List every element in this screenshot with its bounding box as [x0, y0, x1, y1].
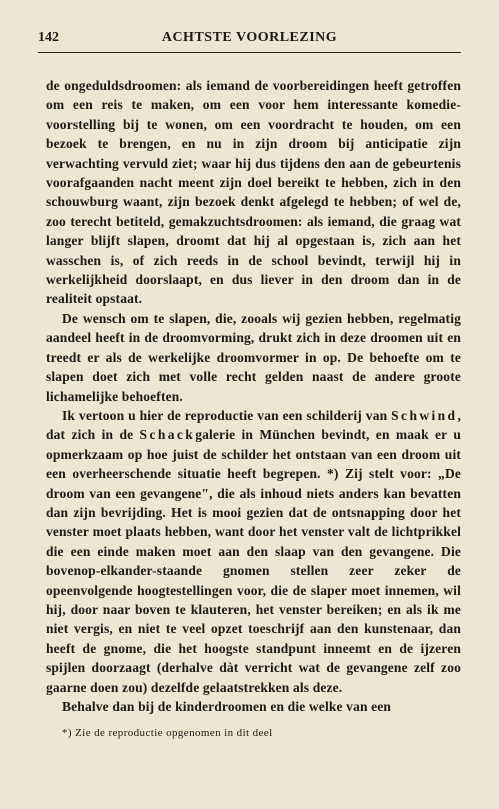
- page-number: 142: [38, 30, 59, 45]
- paragraph-4: Behalve dan bij de kinderdroomen en die welke van een: [62, 699, 392, 714]
- footnote: *) Zie de reproductie opgenomen in dit deel: [62, 727, 273, 739]
- body-text: [46, 76, 461, 716]
- gallery-name: Schack: [139, 427, 196, 443]
- page-header: [38, 30, 461, 48]
- painter-name: Schwind: [391, 407, 458, 423]
- paragraph-3-part-c: galerie in München bevindt, en maak er u opmerkzaam op hoe juist de schilder het ontstaan van een droom uit een overheerschende situatie heeft begrepen. *) Zij stelt voor: „De droom van een gevangene", die als inhoud niets anders kan bevatten dan zijn bevrijding. Het is mooi gezien dat de ontsnapping door het venster moet plaats hebben, want door het venster valt de lichtprikkel die een einde maken moet aan den slaap van den gevangene. Die bovenop-elkander-staande gnomen stellen zeer zeker de opeenvolgende hoogtestellingen voor, die de slaper moet innemen, wil hij, door naar boven te klauteren, het venster bereiken; en als ik me niet vergis, en niet te veel opzet toeschrijf aan den kunstenaar, dan heeft de gnome, die het hoogste standpunt inneemt en de ijzeren spijlen doorzaagt (derhalve dàt verricht wat de gevangene zelf zoo gaarne doen zou) dezelfde gelaatstrekken als deze.: [46, 427, 461, 695]
- running-title: ACHTSTE VOORLEZING: [161, 30, 338, 45]
- paragraph-2: De wensch om te slapen, die, zooals wij gezien hebben, regelmatig aandeel heeft in de droomvorming, drukt zich in deze droomen uit en treedt er als de werkelijke droomvormer in op. De behoefte om te slapen doet zich met volle recht gelden naast de andere groote lichamelijke behoeften.: [46, 310, 461, 404]
- paragraph-3-part-a: Ik vertoon u hier de reproductie van een schilderij van: [62, 407, 388, 423]
- paragraph-3-part-b: , dat zich in de: [46, 407, 461, 443]
- paragraph-1: de ongeduldsdroomen: als iemand de voorbereidingen heeft getroffen om een reis te maken, om een voor hem interessante komedie-voorstelling bij te wonen, om een voordracht te houden, om een bezoek te brengen, en nu in zijn droom bij anticipatie zijn verwachting vervuld ziet; waar hij dus tijdens den aan de gebeurtenis voorafgaanden nacht meent zijn doel bereikt te hebben, zich in den schouwburg waant, zijn bezoek denkt afgelegd te hebben; of wel de, zoo terecht betiteld, gemakzuchtsdroomen: als iemand, die graag wat langer blijft slapen, droomt dat hij al opgestaan is, zich aan het wasschen is, of zich reeds in de school bevindt, terwijl hij in werkelijkheid doorslaapt, en dus liever in den droom dan in de realiteit opstaat.: [46, 78, 461, 307]
- header-rule: [38, 52, 461, 53]
- paragraph-3: [46, 406, 461, 697]
